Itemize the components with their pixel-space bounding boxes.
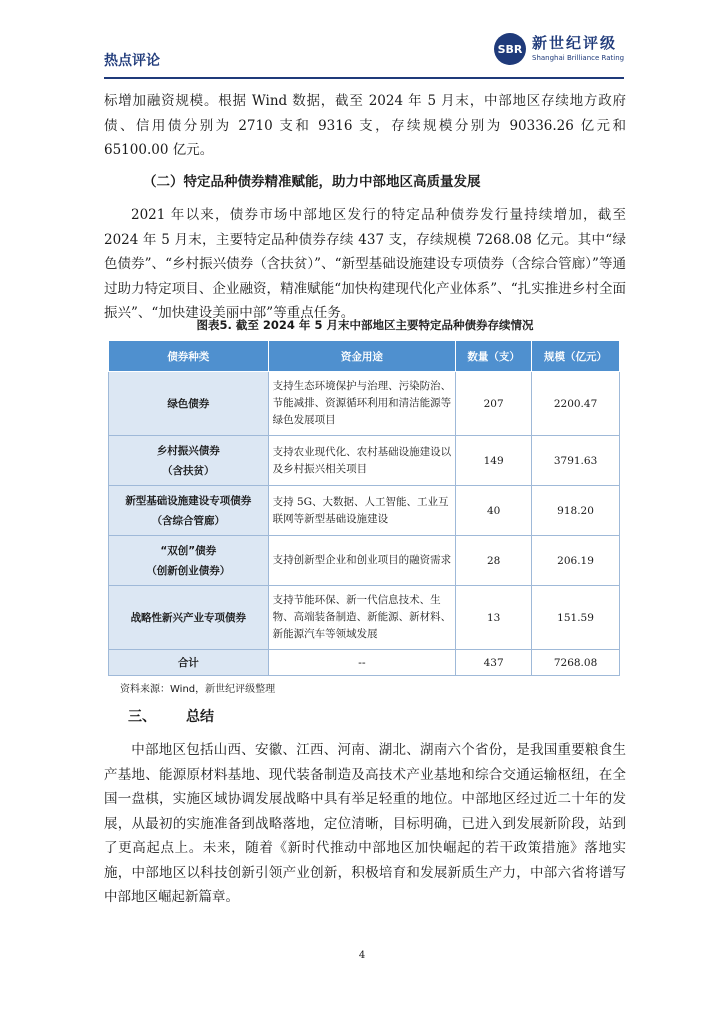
section-3-paragraph <box>104 738 626 910</box>
table-row <box>109 486 620 536</box>
bond-type-cell <box>109 372 269 436</box>
section-2-paragraph <box>104 203 626 326</box>
bond-type-name: 绿色债券 <box>167 397 210 410</box>
table-row <box>109 536 620 586</box>
scale-cell: 918.20 <box>532 486 620 536</box>
brand-logo <box>494 30 624 72</box>
fund-use-cell: 支持生态环境保护与治理、污染防治、节能减排、资源循环利用和清洁能源等绿色发展项目 <box>268 372 456 436</box>
table-row <box>109 372 620 436</box>
header-section-title: 热点评论 <box>104 53 160 69</box>
count-cell: 149 <box>456 436 532 486</box>
header-divider <box>104 77 624 79</box>
logo-emblem-icon: SBR <box>494 33 526 65</box>
total-count-cell: 437 <box>456 650 532 676</box>
count-cell: 207 <box>456 372 532 436</box>
bond-type-cell <box>109 586 269 650</box>
fund-use-cell: 支持创新型企业和创业项目的融资需求 <box>268 536 456 586</box>
total-scale-cell: 7268.08 <box>532 650 620 676</box>
bond-type-name: “双创”债券 <box>160 544 217 557</box>
bond-type-note: （含扶贫） <box>162 464 215 477</box>
count-cell: 13 <box>456 586 532 650</box>
count-cell: 40 <box>456 486 532 536</box>
bond-table <box>108 340 620 676</box>
scale-cell: 206.19 <box>532 536 620 586</box>
section-2-paragraph-text: 2021 年以来，债券市场中部地区发行的特定品种债券发行量持续增加，截至 2024 年 5 月末，主要特定品种债券存续 437 支，存续规模 7268.08 亿元。其中“绿色债券”、“乡村振兴债券（含扶贫）”、“新型基础设施建设专项债券（含综合管廊）”等通过助力特定项目、企业融资，精准赋能“加快构建现代化产业体系”、“扎实推进乡村全面振兴”、“加快建设美丽中部”等重点任务。 <box>104 207 626 321</box>
bond-type-note: （含综合管廊） <box>151 514 226 527</box>
bond-type-cell <box>109 436 269 486</box>
section-3-number: 三、 <box>128 709 156 725</box>
column-header-count: 数量（支） <box>456 341 532 372</box>
bond-type-name: 新型基础设施建设专项债券 <box>125 494 252 507</box>
section-3-title: 总结 <box>186 709 214 725</box>
total-use-cell: -- <box>268 650 456 676</box>
table-source-note: 资料来源：Wind，新世纪评级整理 <box>120 684 276 695</box>
page-number: 4 <box>358 950 366 961</box>
section-3-paragraph-text: 中部地区包括山西、安徽、江西、河南、湖北、湖南六个省份，是我国重要粮食生产基地、能源原材料基地、现代装备制造及高技术产业基地和综合交通运输枢纽，在全国一盘棋，实施区域协调发展战略中具有举足轻重的地位。中部地区经过近二十年的发展，从最初的实施准备到战略落地，定位清晰，目标明确，已进入到发展新阶段，站到了更高起点上。未来，随着《新时代推动中部地区加快崛起的若干政策措施》落地实施，中部地区以科技创新引领产业创新，积极培育和发展新质生产力，中部六省将谱写中部地区崛起新篇章。 <box>104 742 626 905</box>
scale-cell: 2200.47 <box>532 372 620 436</box>
column-header-type: 债券种类 <box>109 341 269 372</box>
bond-type-name: 乡村振兴债券 <box>156 444 220 457</box>
column-header-use: 资金用途 <box>268 341 456 372</box>
section-2-heading: （二）特定品种债券精准赋能，助力中部地区高质量发展 <box>143 174 481 190</box>
bond-type-note: （创新创业债券） <box>146 564 231 577</box>
table-row <box>109 586 620 650</box>
bond-type-name: 战略性新兴产业专项债券 <box>130 611 247 624</box>
page-header <box>104 30 624 76</box>
fund-use-cell: 支持 5G、大数据、人工智能、工业互联网等新型基础设施建设 <box>268 486 456 536</box>
table-total-row <box>109 650 620 676</box>
table-header-row <box>109 341 620 372</box>
count-cell: 28 <box>456 536 532 586</box>
intro-paragraph: 标增加融资规模。根据 Wind 数据，截至 2024 年 5 月末，中部地区存续地方政府债、信用债分别为 2710 支和 9316 支，存续规模分别为 90336.26 亿元和 65100.00 亿元。 <box>104 93 626 158</box>
table-caption: 图表5. 截至 2024 年 5 月末中部地区主要特定品种债券存续情况 <box>196 318 534 332</box>
section-3-heading <box>128 706 214 726</box>
column-header-scale: 规模（亿元） <box>532 341 620 372</box>
total-label-cell: 合计 <box>109 650 269 676</box>
bond-type-cell <box>109 486 269 536</box>
scale-cell: 3791.63 <box>532 436 620 486</box>
fund-use-cell: 支持农业现代化、农村基础设施建设以及乡村振兴相关项目 <box>268 436 456 486</box>
fund-use-cell: 支持节能环保、新一代信息技术、生物、高端装备制造、新能源、新材料、新能源汽车等领域发展 <box>268 586 456 650</box>
table-row <box>109 436 620 486</box>
bond-type-cell <box>109 536 269 586</box>
logo-name: 新世纪评级 <box>532 34 618 52</box>
logo-subtitle: Shanghai Brilliance Rating <box>532 54 625 62</box>
scale-cell: 151.59 <box>532 586 620 650</box>
